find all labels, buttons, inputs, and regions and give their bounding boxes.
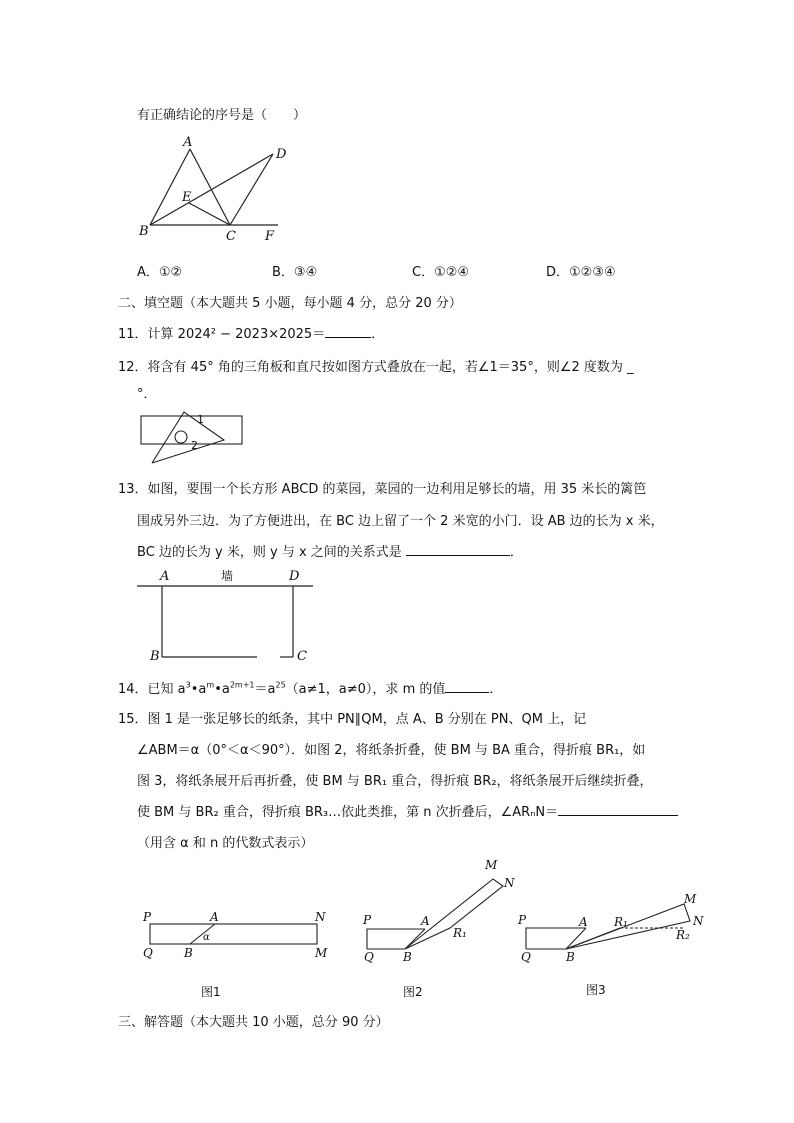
label-E: E — [182, 190, 192, 205]
caption-fig1: 图1 — [201, 985, 221, 999]
q11-text: 计算 2024² − 2023×2025＝ — [147, 327, 326, 342]
q15-line4 — [137, 801, 678, 820]
fig1-Q: Q — [143, 946, 153, 960]
q15-line3: 图 3，将纸条展开后再折叠，使 BM 与 BR₁ 重合，得折痕 BR₂，将纸条展开后继续折叠， — [137, 774, 653, 789]
label-D: D — [276, 147, 287, 162]
q14-tail: ． — [489, 682, 503, 697]
q13-figure — [137, 578, 337, 673]
fig1-A: A — [210, 910, 219, 924]
fig2-M: M — [485, 858, 498, 872]
option-c: C．①②④ — [412, 265, 470, 280]
fig3-A: A — [579, 915, 588, 929]
option-b: B．③④ — [272, 265, 318, 280]
q14-blank — [445, 680, 489, 693]
section3-title: 三、解答题（本大题共 10 小题，总分 90 分） — [118, 1015, 389, 1030]
fig3-R1: R₁ — [614, 915, 628, 929]
fig3-N: N — [693, 914, 704, 928]
q10-stem-tail: 有正确结论的序号是（ ） — [137, 108, 307, 123]
label-F: F — [265, 229, 275, 244]
q13-line3 — [137, 541, 523, 560]
q11-tail: ． — [371, 327, 385, 342]
q13-label-A: A — [160, 569, 170, 584]
fig3-P: P — [518, 913, 527, 927]
q12-text: 将含有 45° 角的三角板和直尺按如图方式叠放在一起，若∠1＝35°，则∠2 度数为 _ — [147, 360, 634, 375]
q12-line1 — [118, 356, 634, 375]
q14-mid3: ＝a — [254, 682, 276, 697]
fig2-R1: R₁ — [453, 926, 467, 940]
q14-pre: 已知 a — [147, 682, 186, 697]
caption-fig3: 图3 — [586, 983, 606, 997]
q14-exp2: m — [206, 680, 215, 690]
fig1-alpha: α — [203, 932, 210, 943]
q15-figure2 — [365, 865, 515, 965]
q12-angle1: 1 — [197, 413, 204, 426]
q13-num: 13． — [118, 482, 148, 497]
q13-line1 — [118, 478, 646, 497]
fig1-N: N — [315, 910, 326, 924]
fig3-Q: Q — [521, 950, 531, 964]
q13-blank — [406, 543, 510, 556]
fig1-B: B — [184, 946, 193, 960]
q12-num: 12． — [118, 360, 148, 375]
q13-text3: BC 边的长为 y 米，则 y 与 x 之间的关系式是 — [137, 545, 402, 560]
fig2-N: N — [504, 876, 515, 890]
q14-post: （a≠1，a≠0），求 m 的值 — [285, 682, 446, 697]
q11 — [118, 323, 384, 342]
fig2-B: B — [403, 950, 412, 964]
q11-num: 11． — [118, 327, 148, 342]
label-C: C — [226, 229, 236, 244]
q14-exp3: 2m+1 — [229, 680, 255, 690]
q14-exp1: 3 — [185, 680, 191, 690]
q15-text1: 图 1 是一张足够长的纸条，其中 PN∥QM，点 A、B 分别在 PN、QM 上，记 — [147, 712, 587, 727]
q13-label-wall: 墙 — [221, 569, 234, 583]
q13-label-D: D — [289, 569, 300, 584]
q15-num: 15． — [118, 712, 148, 727]
q12-angle2: 2 — [191, 439, 198, 452]
fig3-M: M — [684, 892, 697, 906]
fig2-A: A — [421, 914, 430, 928]
q15-line2: ∠ABM＝α（0°＜α＜90°）．如图 2，将纸条折叠，使 BM 与 BA 重合，得折痕 BR₁，如 — [137, 743, 646, 758]
label-A: A — [183, 135, 193, 150]
fig2-P: P — [363, 913, 372, 927]
caption-fig2: 图2 — [403, 985, 423, 999]
q13-label-C: C — [297, 649, 307, 664]
q14 — [118, 678, 502, 697]
q14-num: 14． — [118, 682, 148, 697]
q14-exp4: 25 — [275, 680, 286, 690]
q15-text4: 使 BM 与 BR₂ 重合，得折痕 BR₃…依此类推，第 n 次折叠后，∠ARₙN＝ — [137, 805, 559, 820]
label-B: B — [139, 224, 149, 239]
q14-mid1: •a — [190, 682, 207, 697]
q12-line2: °． — [137, 387, 157, 402]
q12-figure — [138, 408, 248, 468]
q14-mid2: •a — [214, 682, 230, 697]
fig2-Q: Q — [364, 950, 374, 964]
q13-line2: 围成另外三边．为了方便进出，在 BC 边上留了一个 2 米宽的小门．设 AB 边的长为 x 米， — [137, 514, 664, 529]
fig3-B: B — [566, 950, 575, 964]
section2-title: 二、填空题（本大题共 5 小题，每小题 4 分，总分 20 分） — [118, 296, 462, 311]
fig1-P: P — [143, 910, 152, 924]
fig1-M: M — [315, 946, 328, 960]
q11-blank — [325, 325, 371, 338]
q15-line5: （用含 α 和 n 的代数式表示） — [137, 836, 314, 851]
q13-label-B: B — [150, 649, 160, 664]
option-d: D．①②③④ — [546, 265, 616, 280]
q15-blank — [558, 803, 678, 816]
q13-tail: ． — [509, 545, 523, 560]
q15-line1 — [118, 708, 586, 727]
fig3-R2: R₂ — [676, 928, 690, 942]
q13-text1: 如图，要围一个长方形 ABCD 的菜园，菜园的一边利用足够长的墙，用 35 米长的篱笆 — [147, 482, 647, 497]
option-a: A．①② — [137, 265, 183, 280]
q15-figure1 — [147, 920, 327, 960]
